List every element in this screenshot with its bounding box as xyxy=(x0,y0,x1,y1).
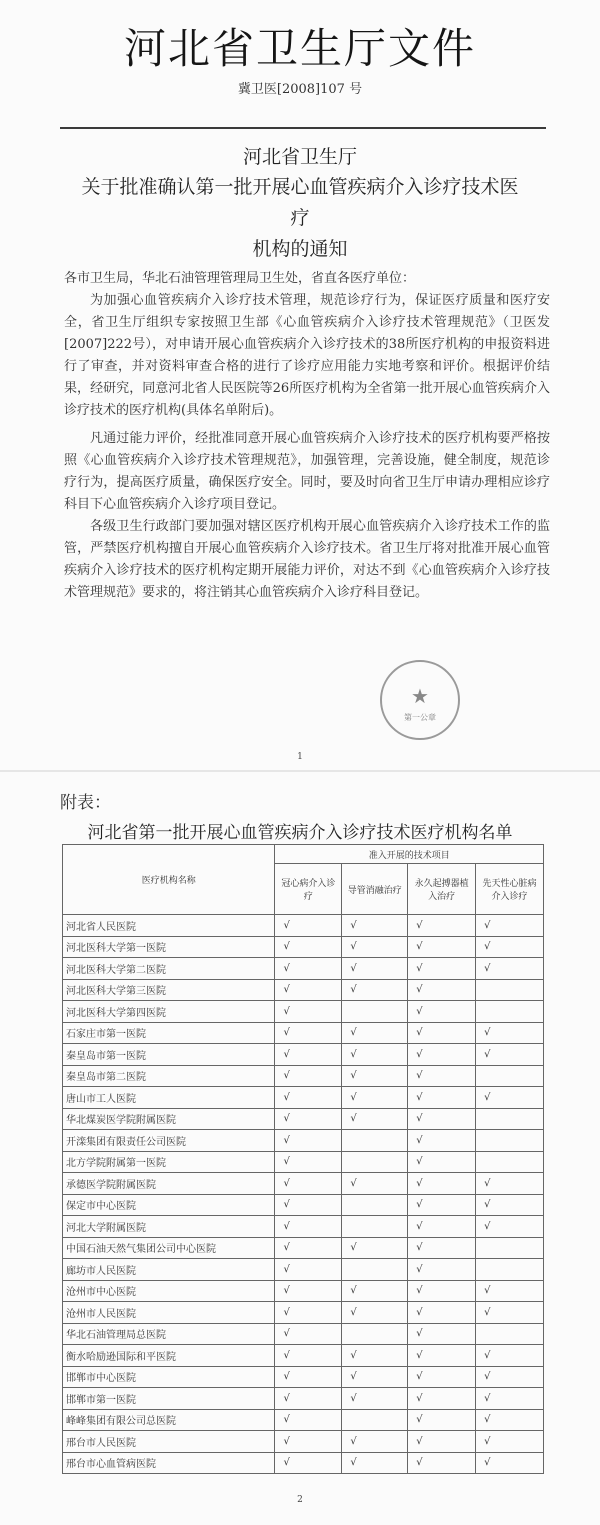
check-mark-cell: √ xyxy=(476,1216,544,1238)
check-mark-cell: √ xyxy=(275,1323,342,1345)
check-mark-cell: √ xyxy=(275,1280,342,1302)
institution-name: 河北医科大学第四医院 xyxy=(63,1001,275,1023)
table-row xyxy=(63,1022,544,1044)
check-mark-cell: √ xyxy=(342,1044,408,1066)
institution-name: 河北医科大学第二医院 xyxy=(63,958,275,980)
empty-cell xyxy=(476,1130,544,1152)
tech-group-header: 准入开展的技术项目 xyxy=(275,845,544,864)
check-mark-cell: √ xyxy=(342,1452,408,1474)
institution-name: 北方学院附属第一医院 xyxy=(63,1151,275,1173)
institution-name: 邯郸市中心医院 xyxy=(63,1366,275,1388)
check-mark-cell: √ xyxy=(408,1130,476,1152)
annex-title: 河北省第一批开展心血管疾病介入诊疗技术医疗机构名单 xyxy=(87,823,513,843)
check-mark-cell: √ xyxy=(408,936,476,958)
institution-name: 保定市中心医院 xyxy=(63,1194,275,1216)
empty-cell xyxy=(476,1323,544,1345)
check-mark-cell: √ xyxy=(342,915,408,937)
check-mark-cell: √ xyxy=(408,1151,476,1173)
check-mark-cell: √ xyxy=(275,1151,342,1173)
table-row xyxy=(63,1001,544,1023)
institution-name: 衡水哈励逊国际和平医院 xyxy=(63,1345,275,1367)
notice-title-line-2: 机构的通知 xyxy=(252,238,348,260)
check-mark-cell: √ xyxy=(342,1388,408,1410)
institution-name: 邯郸市第一医院 xyxy=(63,1388,275,1410)
check-mark-cell: √ xyxy=(408,1388,476,1410)
notice-body xyxy=(64,268,550,604)
check-mark-cell: √ xyxy=(476,1431,544,1453)
seal-text: 第一公章 xyxy=(404,713,436,722)
check-mark-cell: √ xyxy=(342,1087,408,1109)
page-number-2: 2 xyxy=(297,1495,303,1505)
table-row xyxy=(63,1151,544,1173)
body-paragraph-1: 为加强心血管疾病介入诊疗技术管理，规范诊疗行为，保证医疗质量和医疗安全，省卫生厅组织专家按照卫生部《心血管疾病介入诊疗技术管理规范》（卫医发[2007]222号），对申请开展心血管疾病介入诊疗技术的38所医疗机构的申报资料进行了审查，并对资料审查合格的进行了诊疗应用能力实地考察和评价。根据评价结果，经研究，同意河北省人民医院等26所医疗机构为全省第一批开展心血管疾病介入诊疗技术的医疗机构(具体名单附后)。 xyxy=(64,293,550,418)
institution-column-header: 医疗机构名称 xyxy=(63,845,275,915)
table-row xyxy=(63,1237,544,1259)
table-row xyxy=(63,915,544,937)
check-mark-cell: √ xyxy=(476,1302,544,1324)
empty-cell xyxy=(342,1130,408,1152)
check-mark-cell: √ xyxy=(408,1065,476,1087)
check-mark-cell: √ xyxy=(408,1087,476,1109)
table-row xyxy=(63,1087,544,1109)
check-mark-cell: √ xyxy=(408,979,476,1001)
check-mark-cell: √ xyxy=(342,1108,408,1130)
empty-cell xyxy=(476,1259,544,1281)
check-mark-cell: √ xyxy=(408,1044,476,1066)
check-mark-cell: √ xyxy=(342,1237,408,1259)
check-mark-cell: √ xyxy=(342,936,408,958)
check-mark-cell: √ xyxy=(275,1431,342,1453)
check-mark-cell: √ xyxy=(476,936,544,958)
check-mark-cell: √ xyxy=(275,915,342,937)
check-mark-cell: √ xyxy=(408,1216,476,1238)
check-mark-cell: √ xyxy=(408,1431,476,1453)
check-mark-cell: √ xyxy=(408,1022,476,1044)
table-row xyxy=(63,979,544,1001)
check-mark-cell: √ xyxy=(476,1409,544,1431)
table-row xyxy=(63,1044,544,1066)
check-mark-cell: √ xyxy=(275,1087,342,1109)
check-mark-cell: √ xyxy=(275,1388,342,1410)
table-row xyxy=(63,1409,544,1431)
check-mark-cell: √ xyxy=(275,979,342,1001)
check-mark-cell: √ xyxy=(275,1044,342,1066)
tech-column-header: 先天性心脏病介入诊疗 xyxy=(476,864,544,915)
check-mark-cell: √ xyxy=(275,1173,342,1195)
check-mark-cell: √ xyxy=(408,1323,476,1345)
check-mark-cell: √ xyxy=(342,1173,408,1195)
tech-column-header: 冠心病介入诊疗 xyxy=(275,864,342,915)
header-divider xyxy=(60,127,546,129)
check-mark-cell: √ xyxy=(342,1302,408,1324)
check-mark-cell: √ xyxy=(342,1366,408,1388)
check-mark-cell: √ xyxy=(476,915,544,937)
document-header-title: 河北省卫生厅文件 xyxy=(123,24,476,73)
institution-name: 河北医科大学第一医院 xyxy=(63,936,275,958)
table-row xyxy=(63,936,544,958)
check-mark-cell: √ xyxy=(476,1173,544,1195)
table-row xyxy=(63,1431,544,1453)
check-mark-cell: √ xyxy=(275,1022,342,1044)
empty-cell xyxy=(342,1194,408,1216)
check-mark-cell: √ xyxy=(408,1194,476,1216)
salutation: 各市卫生局，华北石油管理管理局卫生处，省直各医疗单位： xyxy=(64,271,416,286)
check-mark-cell: √ xyxy=(275,1194,342,1216)
body-paragraph-2: 凡通过能力评价，经批准同意开展心血管疾病介入诊疗技术的医疗机构要严格按照《心血管疾病介入诊疗技术管理规范》，加强管理，完善设施，健全制度，规范诊疗行为，提高医疗质量，确保医疗安全。同时，要及时向省卫生厅申请办理相应诊疗科目下心血管疾病介入诊疗项目登记。 xyxy=(64,431,550,512)
table-row xyxy=(63,1108,544,1130)
check-mark-cell: √ xyxy=(476,958,544,980)
check-mark-cell: √ xyxy=(342,1345,408,1367)
check-mark-cell: √ xyxy=(275,1409,342,1431)
institution-name: 沧州市中心医院 xyxy=(63,1280,275,1302)
notice-title-line-1: 关于批准确认第一批开展心血管疾病介入诊疗技术医疗 xyxy=(81,176,519,229)
empty-cell xyxy=(342,1216,408,1238)
check-mark-cell: √ xyxy=(408,1302,476,1324)
check-mark-cell: √ xyxy=(275,1237,342,1259)
table-row xyxy=(63,1452,544,1474)
institution-name: 河北医科大学第三医院 xyxy=(63,979,275,1001)
check-mark-cell: √ xyxy=(476,1022,544,1044)
institution-table xyxy=(62,844,544,1474)
institution-name: 唐山市工人医院 xyxy=(63,1087,275,1109)
institution-name: 秦皇岛市第一医院 xyxy=(63,1044,275,1066)
empty-cell xyxy=(342,1259,408,1281)
check-mark-cell: √ xyxy=(342,1280,408,1302)
check-mark-cell: √ xyxy=(408,1280,476,1302)
table-row xyxy=(63,1065,544,1087)
empty-cell xyxy=(342,1409,408,1431)
institution-name: 开滦集团有限责任公司医院 xyxy=(63,1130,275,1152)
empty-cell xyxy=(476,979,544,1001)
institution-name: 秦皇岛市第二医院 xyxy=(63,1065,275,1087)
notice-title xyxy=(80,172,520,265)
page-number-1: 1 xyxy=(297,752,303,762)
check-mark-cell: √ xyxy=(408,1237,476,1259)
empty-cell xyxy=(342,1151,408,1173)
check-mark-cell: √ xyxy=(275,1130,342,1152)
empty-cell xyxy=(476,1001,544,1023)
check-mark-cell: √ xyxy=(476,1044,544,1066)
check-mark-cell: √ xyxy=(408,1345,476,1367)
empty-cell xyxy=(476,1065,544,1087)
check-mark-cell: √ xyxy=(476,1452,544,1474)
table-row xyxy=(63,1345,544,1367)
table-row xyxy=(63,958,544,980)
institution-name: 廊坊市人民医院 xyxy=(63,1259,275,1281)
check-mark-cell: √ xyxy=(476,1345,544,1367)
empty-cell xyxy=(476,1237,544,1259)
institution-name: 石家庄市第一医院 xyxy=(63,1022,275,1044)
check-mark-cell: √ xyxy=(476,1087,544,1109)
check-mark-cell: √ xyxy=(342,1431,408,1453)
check-mark-cell: √ xyxy=(408,915,476,937)
check-mark-cell: √ xyxy=(275,1001,342,1023)
check-mark-cell: √ xyxy=(342,1022,408,1044)
annex-label: 附表： xyxy=(60,793,111,813)
institution-name: 河北大学附属医院 xyxy=(63,1216,275,1238)
empty-cell xyxy=(342,1323,408,1345)
table-row xyxy=(63,1216,544,1238)
seal-star-icon: ★ xyxy=(411,684,429,708)
check-mark-cell: √ xyxy=(275,1366,342,1388)
check-mark-cell: √ xyxy=(476,1388,544,1410)
check-mark-cell: √ xyxy=(275,1302,342,1324)
table-row xyxy=(63,1323,544,1345)
institution-table-body xyxy=(63,915,544,1474)
body-paragraph-3: 各级卫生行政部门要加强对辖区医疗机构开展心血管疾病介入诊疗技术工作的监管，严禁医疗机构擅自开展心血管疾病介入诊疗技术。省卫生厅将对批准开展心血管疾病介入诊疗技术的医疗机构定期开展能力评价，对达不到《心血管疾病介入诊疗技术管理规范》要求的，将注销其心血管疾病介入诊疗科目登记。 xyxy=(64,519,550,600)
check-mark-cell: √ xyxy=(342,958,408,980)
check-mark-cell: √ xyxy=(476,1194,544,1216)
tech-column-header: 永久起搏器植入治疗 xyxy=(408,864,476,915)
check-mark-cell: √ xyxy=(275,958,342,980)
table-row xyxy=(63,1366,544,1388)
table-row xyxy=(63,1259,544,1281)
institution-name: 华北石油管理局总医院 xyxy=(63,1323,275,1345)
table-row xyxy=(63,1302,544,1324)
table-row xyxy=(63,1173,544,1195)
check-mark-cell: √ xyxy=(476,1280,544,1302)
table-row xyxy=(63,1280,544,1302)
check-mark-cell: √ xyxy=(275,1452,342,1474)
table-row xyxy=(63,1194,544,1216)
check-mark-cell: √ xyxy=(275,1345,342,1367)
institution-name: 邢台市人民医院 xyxy=(63,1431,275,1453)
check-mark-cell: √ xyxy=(476,1366,544,1388)
table-row xyxy=(63,1130,544,1152)
check-mark-cell: √ xyxy=(275,1216,342,1238)
check-mark-cell: √ xyxy=(408,1452,476,1474)
institution-name: 峰峰集团有限公司总医院 xyxy=(63,1409,275,1431)
document-number: 冀卫医[2008]107 号 xyxy=(237,82,363,97)
check-mark-cell: √ xyxy=(275,1108,342,1130)
empty-cell xyxy=(476,1108,544,1130)
official-seal xyxy=(380,660,460,740)
institution-name: 承德医学院附属医院 xyxy=(63,1173,275,1195)
institution-name: 邢台市心血管病医院 xyxy=(63,1452,275,1474)
institution-name: 沧州市人民医院 xyxy=(63,1302,275,1324)
table-row xyxy=(63,1388,544,1410)
check-mark-cell: √ xyxy=(408,1001,476,1023)
check-mark-cell: √ xyxy=(408,958,476,980)
check-mark-cell: √ xyxy=(408,1366,476,1388)
empty-cell xyxy=(476,1151,544,1173)
institution-name: 河北省人民医院 xyxy=(63,915,275,937)
notice-issuer: 河北省卫生厅 xyxy=(242,146,357,168)
institution-name: 华北煤炭医学院附属医院 xyxy=(63,1108,275,1130)
check-mark-cell: √ xyxy=(275,1259,342,1281)
check-mark-cell: √ xyxy=(342,979,408,1001)
check-mark-cell: √ xyxy=(408,1108,476,1130)
check-mark-cell: √ xyxy=(342,1065,408,1087)
empty-cell xyxy=(342,1001,408,1023)
document-page-2 xyxy=(0,772,600,1525)
check-mark-cell: √ xyxy=(275,936,342,958)
institution-name: 中国石油天然气集团公司中心医院 xyxy=(63,1237,275,1259)
check-mark-cell: √ xyxy=(408,1173,476,1195)
check-mark-cell: √ xyxy=(408,1409,476,1431)
check-mark-cell: √ xyxy=(275,1065,342,1087)
check-mark-cell: √ xyxy=(408,1259,476,1281)
tech-column-header: 导管消融治疗 xyxy=(342,864,408,915)
